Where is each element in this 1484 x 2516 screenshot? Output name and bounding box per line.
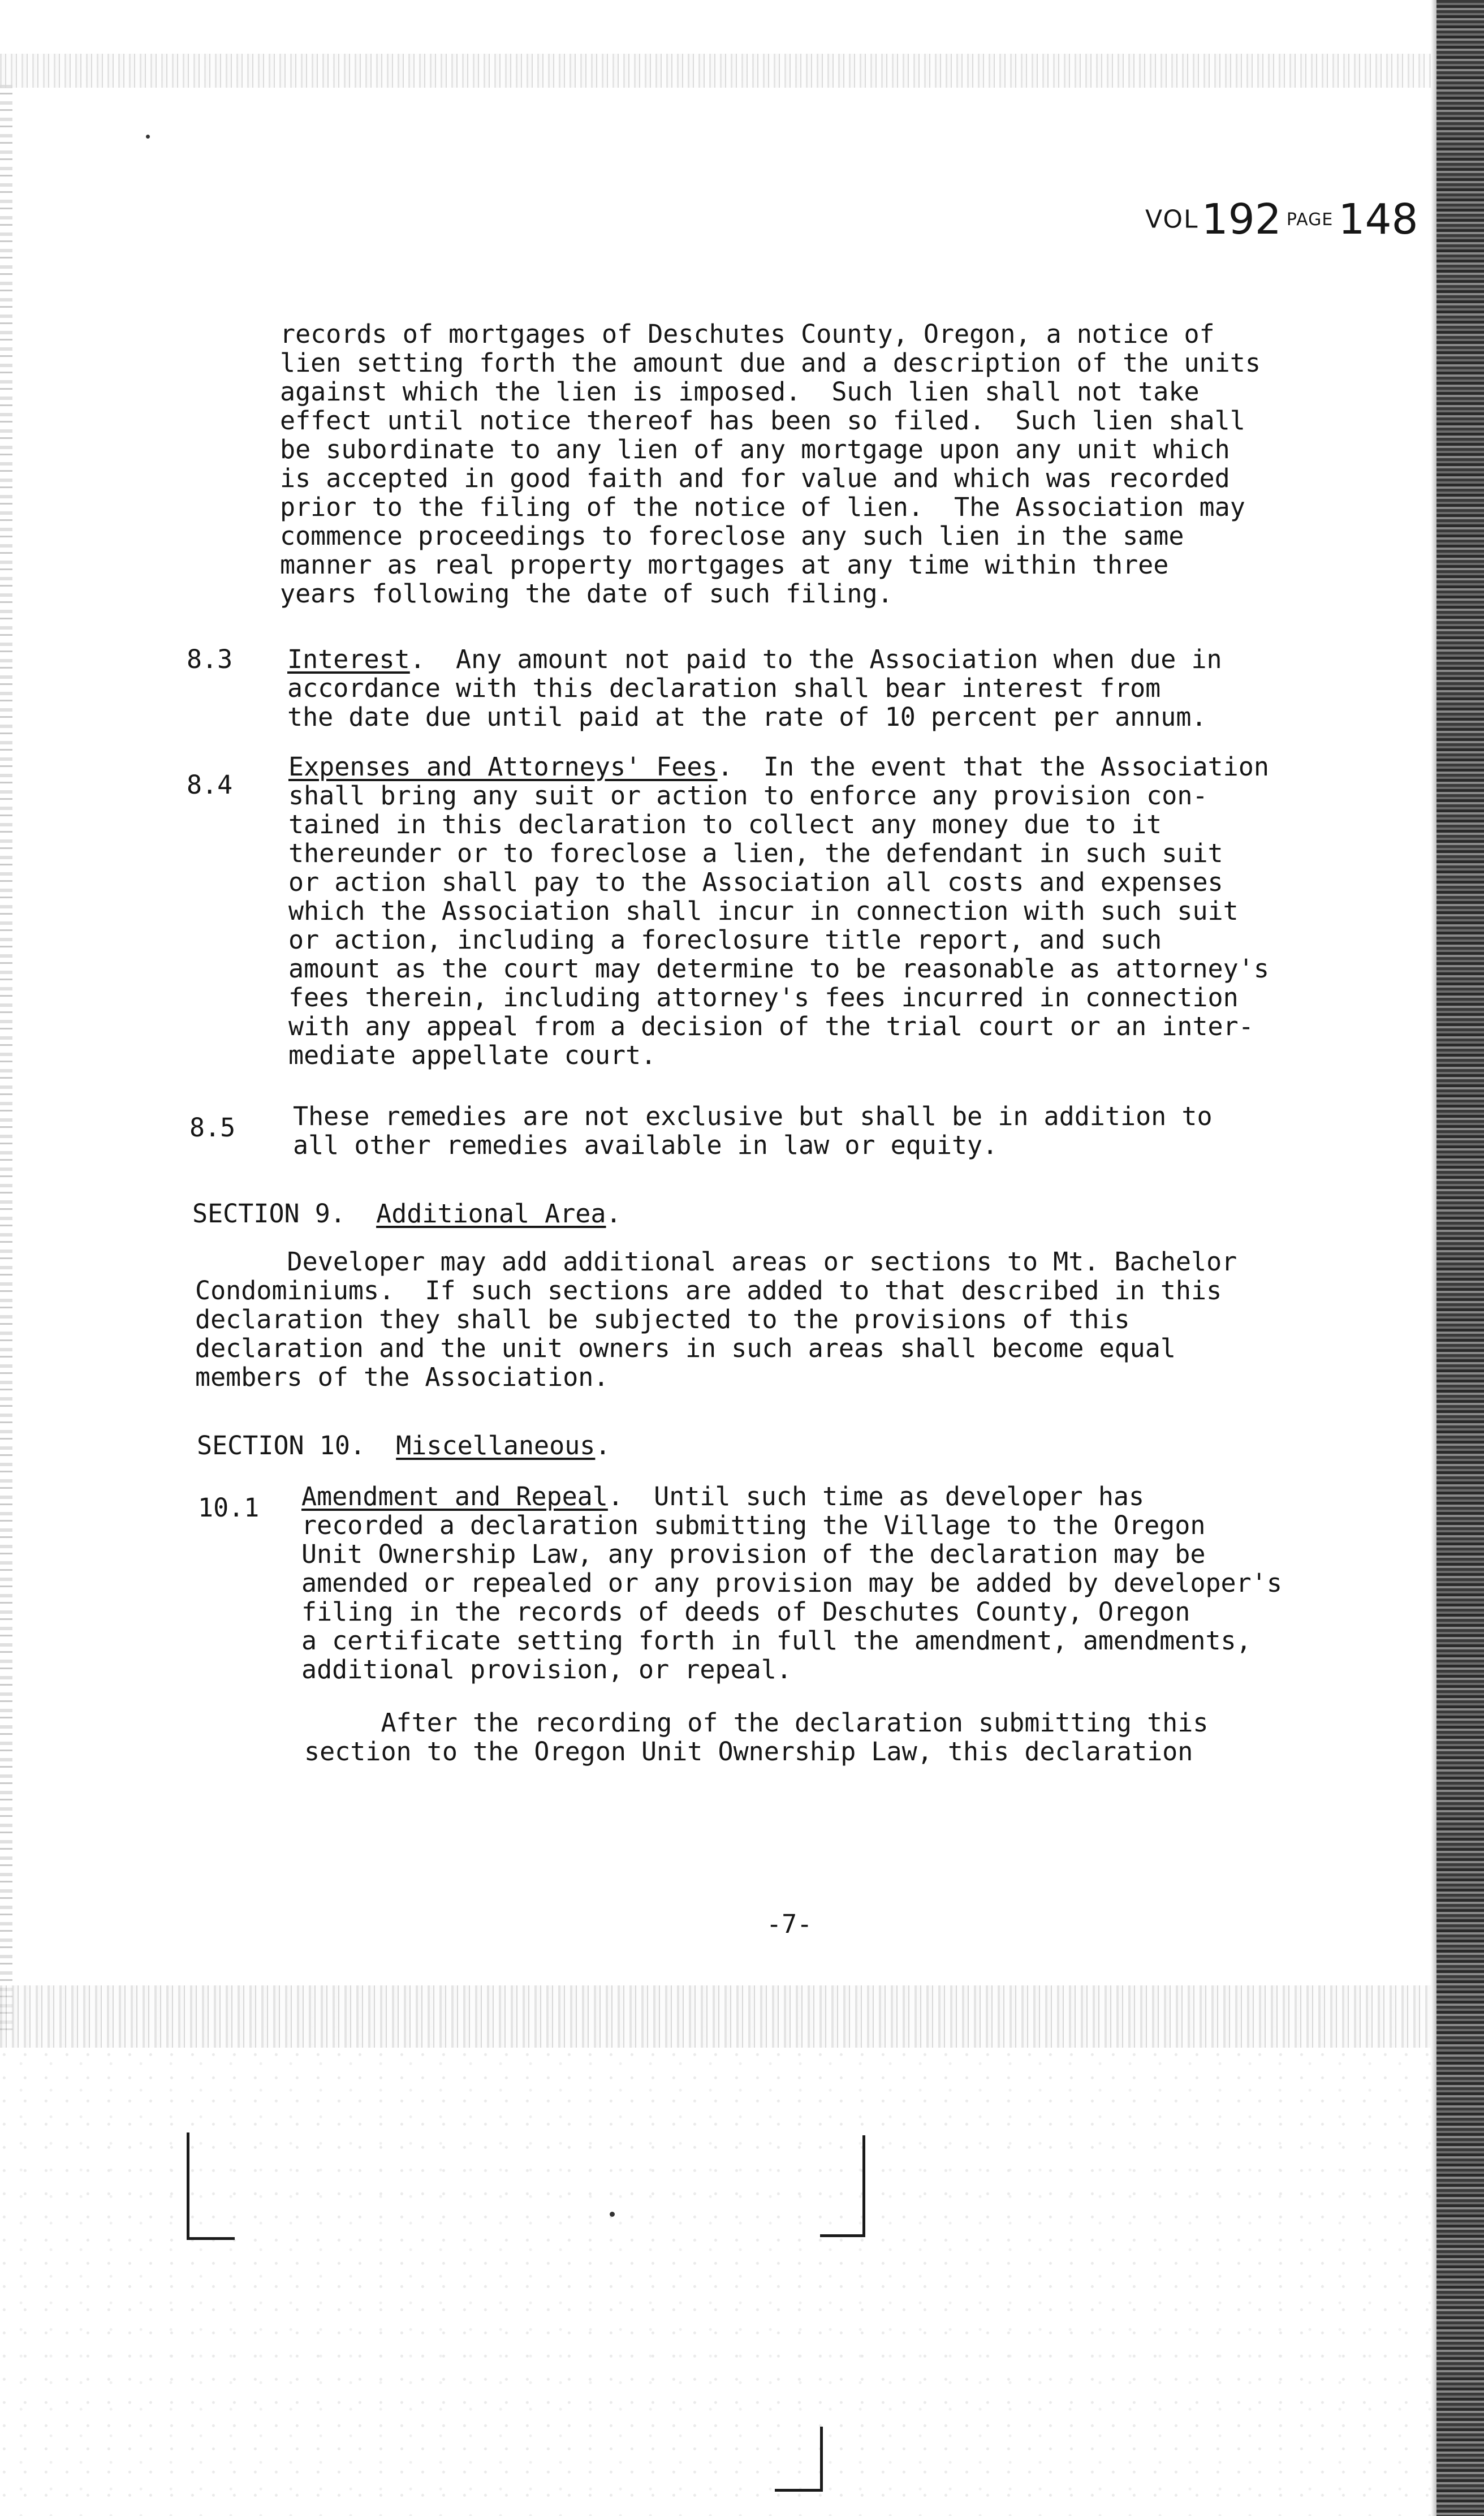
section-8-4-paragraph <box>288 752 1269 1070</box>
lien-continuation-paragraph: records of mortgages of Deschutes County, Oregon, a notice of lien setting forth the amount due and a description of the units against which the lien is imposed. Such lien shall not take effect until notice thereof has been so filed. Such lien shall be subordinate to any lien of any mortgage upon any unit which is accepted in good faith and for value and which was recorded prior to the filing of the notice of lien. The Association may commence proceedings to foreclose any such lien in the same manner as real property mortgages at any time within three years following the date of such filing. <box>280 319 1261 609</box>
section-8-4-number: 8.4 <box>187 770 233 800</box>
scan-noise-bottom <box>0 1985 1436 2048</box>
scan-dot <box>610 2212 615 2217</box>
scan-edge-left <box>0 85 12 2036</box>
section-8-3-text: . Any amount not paid to the Association when due in accordance with this declaration shall bear interest from the date due until paid at the rate of 10 percent per annum. <box>287 644 1222 732</box>
section-8-3-heading: Interest <box>287 644 410 674</box>
section-10-title: Miscellaneous <box>396 1431 596 1461</box>
section-8-4-heading: Expenses and Attorneys' Fees <box>288 752 718 782</box>
section-8-3-paragraph <box>287 645 1222 731</box>
section-9-tail: . <box>606 1199 622 1229</box>
crop-mark-lower <box>775 2427 823 2492</box>
section-10-label: SECTION 10. <box>197 1431 396 1461</box>
section-9-heading <box>192 1199 622 1228</box>
page-label: PAGE <box>1286 209 1334 230</box>
scan-noise-top <box>0 54 1436 88</box>
section-10-1-text: . Until such time as developer has recorded a declaration submitting the Village to the Oregon Unit Ownership Law, any provision of the declaration may be amended or repealed or any provision may be added by developer's filing in the records of deeds of Deschutes County, Oregon a certificate setting forth in full the amendment, amendments, additional provision, or repeal. <box>301 1481 1282 1684</box>
section-10-1-paragraph <box>301 1482 1282 1684</box>
scan-dot-top <box>146 135 150 139</box>
scan-edge-right <box>1436 0 1484 2516</box>
section-8-4-text: . In the event that the Association shall bring any suit or action to enforce any provision con- tained in this declaration to collect any money due to it thereunder or to foreclose a lien, the defendant in such suit or action shall pay to the Association all costs and expenses which the Association shall incur in connection with such suit or action, including a foreclosure title report, and such amount as the court may determine to be reasonable as attorney's fees therein, including attorney's fees incurred in connection with any appeal from a decision of the trial court or an inter- mediate appellate court. <box>288 752 1269 1070</box>
volume-page-reference <box>1145 195 1418 244</box>
section-9-title: Additional Area <box>376 1199 606 1229</box>
section-8-5-number: 8.5 <box>189 1113 236 1143</box>
volume-number: 192 <box>1201 195 1282 244</box>
section-10-1-number: 10.1 <box>198 1493 260 1523</box>
section-8-3-number: 8.3 <box>187 644 233 674</box>
scan-speckle <box>0 2048 1436 2516</box>
section-8-5-paragraph: These remedies are not exclusive but shall be in addition to all other remedies available in law or equity. <box>293 1101 1213 1160</box>
crop-mark-bottom-left <box>187 2132 235 2240</box>
closing-paragraph: After the recording of the declaration submitting this section to the Oregon Unit Ownership Law, this declaration <box>304 1708 1209 1767</box>
section-9-label: SECTION 9. <box>192 1199 377 1229</box>
vol-label: VOL <box>1145 205 1199 234</box>
section-10-tail: . <box>595 1431 611 1461</box>
section-10-1-heading: Amendment and Repeal <box>301 1481 608 1511</box>
section-9-paragraph: Developer may add additional areas or sections to Mt. Bachelor Condominiums. If such sections are added to that described in this declaration they shall be subjected to the provisions of this declaration and the unit owners in such areas shall become equal members of the Association. <box>195 1247 1237 1392</box>
section-10-heading <box>197 1431 611 1460</box>
page-folio: -7- <box>766 1909 813 1939</box>
crop-mark-bottom-right <box>820 2135 865 2237</box>
page-number: 148 <box>1338 195 1418 244</box>
